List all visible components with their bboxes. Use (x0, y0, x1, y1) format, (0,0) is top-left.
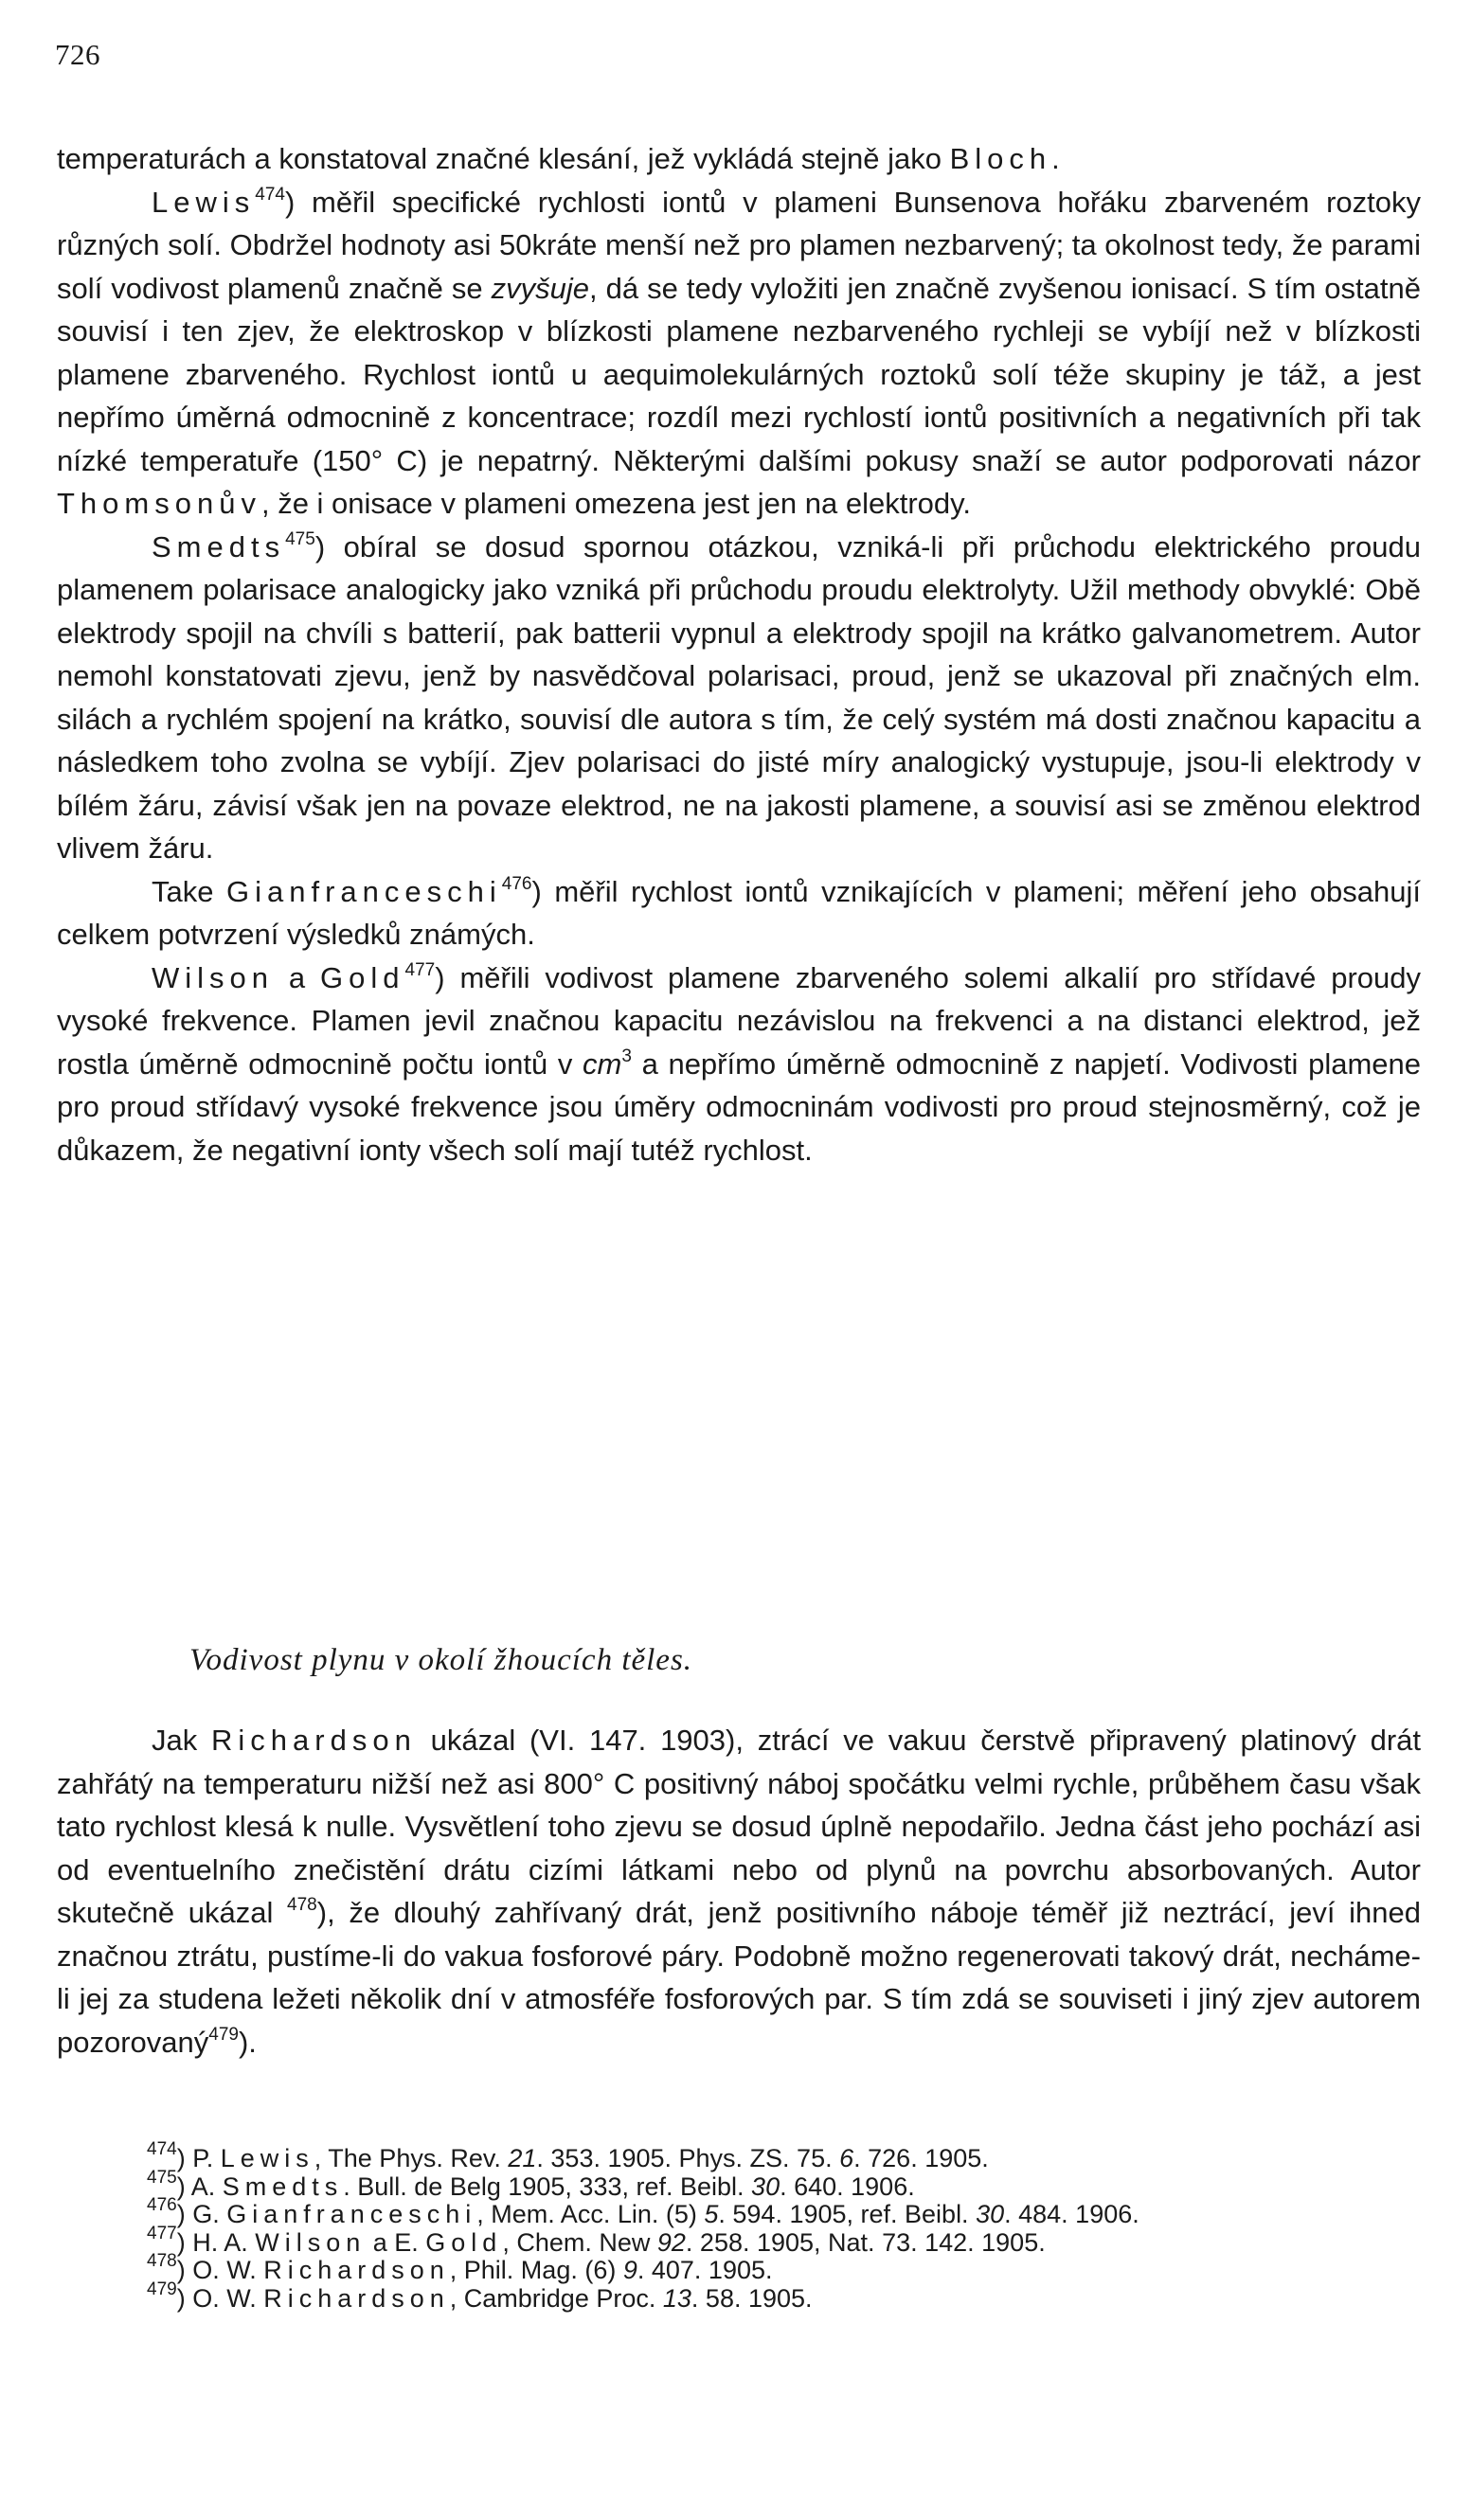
footnote (57, 2223, 1421, 2258)
reference-mark: 477 (147, 2223, 177, 2243)
text-run: . 407. 1905. (637, 2256, 773, 2284)
text-run: ) měřili vodivost plamene zbarveného solemi alkalií pro střídavé proudy vysoké frekvence. Plamen jevil značnou kapacitu nezávislou na frekvenci a na distanci elektrod, jež rostla úměrně odmocnině počtu iontů v (57, 960, 1421, 1081)
footnote (57, 2167, 1421, 2202)
author-name: Richardson (263, 2256, 450, 2284)
reference-mark: 479 (147, 2279, 177, 2299)
reference-mark: 476 (147, 2195, 177, 2215)
author-name: Gold (320, 960, 405, 994)
reference-mark: 475 (147, 2167, 177, 2188)
emphasis-text: 21 (508, 2144, 537, 2172)
footnote (57, 2139, 1421, 2173)
text-run: ) G. (176, 2200, 227, 2228)
text-run: ) P. (176, 2144, 221, 2172)
reference-mark: 479 (208, 2024, 239, 2045)
section-text (57, 1719, 1421, 2064)
footnote (57, 2251, 1421, 2285)
text-run: , Cambridge Proc. (449, 2283, 663, 2313)
text-run: . 484. 1906. (1004, 2200, 1139, 2228)
reference-mark: 478 (287, 1895, 317, 1915)
emphasis-text: 30 (976, 2200, 1005, 2228)
page-number: 726 (55, 38, 100, 71)
reference-mark: 477 (404, 959, 436, 980)
paragraph (57, 526, 1421, 870)
author-name: Thomsonův (57, 487, 261, 520)
text-run: . 594. 1905, ref. Beibl. (718, 2200, 977, 2228)
author-name: Gianfranceschi (226, 874, 502, 908)
main-text (57, 137, 1421, 1171)
text-run: , dá se tedy vyložiti jen značně zvyšenou ionisací. S tím ostatně souvisí i ten zjev, že elektroskop v blízkosti plamene nezbarveného rychleji se vybíjí než v blízkosti plamene zbarveného. Rychlost iontů u aequimolekulárných roztoků solí téže skupiny je táž, a jest nepřímo úměrná odmocnině z koncentrace; rozdíl mezi rychlostí iontů positivních a negativních při tak nízké temperatuře (150° C) je nepatrný. Některými dalšími pokusy snaží se autor podporovati názor (57, 271, 1421, 477)
reference-mark: 475 (285, 528, 315, 549)
text-run: a E. (366, 2227, 426, 2257)
text-run: ) měřil rychlost iontů vznikajících v plameni; měření jeho obsahují celkem potvrzení výsledků známých. (57, 874, 1421, 951)
author-name: Gold (425, 2227, 503, 2257)
text-run: . 353. 1905. Phys. ZS. 75. (536, 2144, 840, 2172)
emphasis-text: 13 (662, 2283, 691, 2313)
text-run: a nepřímo úměrně odmocnině z napjetí. Vodivosti plamene pro proud střídavý vysoké frekvence jsou úměry odmocninám vodivosti pro proud stejnosměrný, což je důkazem, že negativní ionty všech solí mají tutéž rychlost. (57, 1046, 1421, 1167)
emphasis-text: 92 (656, 2227, 686, 2257)
emphasis-text: 5 (704, 2200, 719, 2228)
paragraph (57, 1719, 1421, 2064)
paragraph (57, 137, 1421, 181)
text-run: ), že dlouhý zahřívaný drát, jenž positivního náboje téměř již neztrácí, jeví ihned značnou ztrátu, pustíme-li do vakua fosforové páry. Podobně možno regenerovati takový drát, necháme-li jej za studena ležeti několik dní v atmosféře fosforových par. S tím zdá se souviseti i jiný zjev autorem pozorovaný (57, 1896, 1421, 2059)
text-run: , Chem. New (502, 2227, 657, 2257)
text-run: ) O. W. (176, 2256, 264, 2284)
text-run: ) O. W. (176, 2283, 264, 2313)
text-run: ) měřil specifické rychlosti iontů v plameni Bunsenova hořáku zbarveném roztoky různých solí. Obdržel hodnoty asi 50kráte menší než pro plamen nezbarvený; ta okolnost tedy, že parami solí vodivost plamenů značně se (57, 185, 1421, 305)
footnotes (57, 2139, 1421, 2313)
author-name: Smedts (152, 529, 286, 563)
text-run: , The Phys. Rev. (314, 2144, 509, 2172)
text-run: a (274, 960, 321, 994)
paragraph (57, 956, 1421, 1172)
footnote (57, 2195, 1421, 2229)
footnote (57, 2279, 1421, 2314)
reference-mark: 474 (147, 2139, 177, 2159)
text-run: Jak (152, 1724, 212, 1757)
text-run: Take (152, 874, 227, 908)
emphasis-text: cm (583, 1046, 622, 1081)
author-name: Richardson (211, 1724, 417, 1757)
emphasis-text: 30 (751, 2171, 780, 2201)
emphasis-text: 9 (622, 2256, 637, 2284)
author-name: Richardson (263, 2283, 450, 2313)
text-run: . 258. 1905, Nat. 73. 142. 1905. (685, 2227, 1046, 2257)
author-name: Bloch (949, 142, 1052, 175)
reference-mark: 476 (501, 873, 532, 894)
text-run: ) obíral se dosud spornou otázkou, vzniká-li při průchodu elektrického proudu plamenem polarisace analogicky jako vzniká při průchodu proudu elektrolyty. Užil methody obvyklé: Obě elektrody spojil na chvíli s batterií, pak batterii vypnul a elektrody spojil na krátko galvanometrem. Autor nemohl konstatovati zjevu, jenž by nasvědčoval polarisaci, proud, jenž se ukazoval při značných elm. silách a rychlém spojení na krátko, souvisí dle autora s tím, že celý systém má dosti značnou kapacitu a následkem toho zvolna se vybíjí. Zjev polarisaci do jisté míry analogický vystupuje, jsou-li elektrody v bílém žáru, závisí však jen na povaze elektrod, ne na jakosti plamene, a souvisí asi se změnou elektrod vlivem žáru. (57, 529, 1421, 865)
text-run: ukázal (VI. 147. 1903), ztrácí ve vakuu čerstvě připravený platinový drát zahřátý na temperaturu nižší než asi 800° C positivný náboj spočátku velmi rychle, průběhem času však tato rychlost klesá k nulle. Vysvětlení toho zjevu se dosud úplně nepodařilo. Jedna část jeho pochází asi od eventuelního znečistění drátu cizími látkami nebo od plynů na povrchu absorbovaných. Autor skutečně ukázal (57, 1724, 1422, 1929)
text-run: . Bull. de Belg 1905, 333, ref. Beibl. (343, 2171, 752, 2201)
emphasis-text: zvyšuje (491, 271, 590, 305)
text-run: . 726. 1905. (853, 2144, 989, 2172)
text-run: , že i onisace v plameni omezena jest jen na elektrody. (260, 487, 971, 520)
emphasis-text: 6 (839, 2144, 854, 2172)
author-name: Wilson (152, 960, 275, 994)
author-name: Lewis (152, 185, 256, 219)
author-name: Gianfranceschi (226, 2200, 477, 2228)
text-run: temperaturách a konstatoval značné klesání, jež vykládá stejně jako (57, 142, 950, 175)
text-run: . 640. 1906. (780, 2171, 915, 2201)
reference-mark: 478 (147, 2251, 177, 2271)
reference-mark: 3 (621, 1046, 632, 1066)
text-run: . (1051, 142, 1060, 175)
text-run: , Mem. Acc. Lin. (5) (476, 2200, 705, 2228)
text-run: ) A. (176, 2171, 223, 2201)
author-name: Wilson (255, 2227, 367, 2257)
reference-mark: 474 (255, 184, 285, 205)
author-name: Lewis (220, 2144, 314, 2172)
author-name: Smedts (222, 2171, 344, 2201)
paragraph (57, 181, 1421, 526)
section-heading: Vodivost plynu v okolí žhoucích těles. (189, 1643, 693, 1677)
text-run: . 58. 1905. (691, 2283, 813, 2313)
text-run: ) H. A. (176, 2227, 256, 2257)
text-run: ). (238, 2025, 257, 2059)
paragraph (57, 870, 1421, 956)
text-run: , Phil. Mag. (6) (449, 2256, 623, 2284)
